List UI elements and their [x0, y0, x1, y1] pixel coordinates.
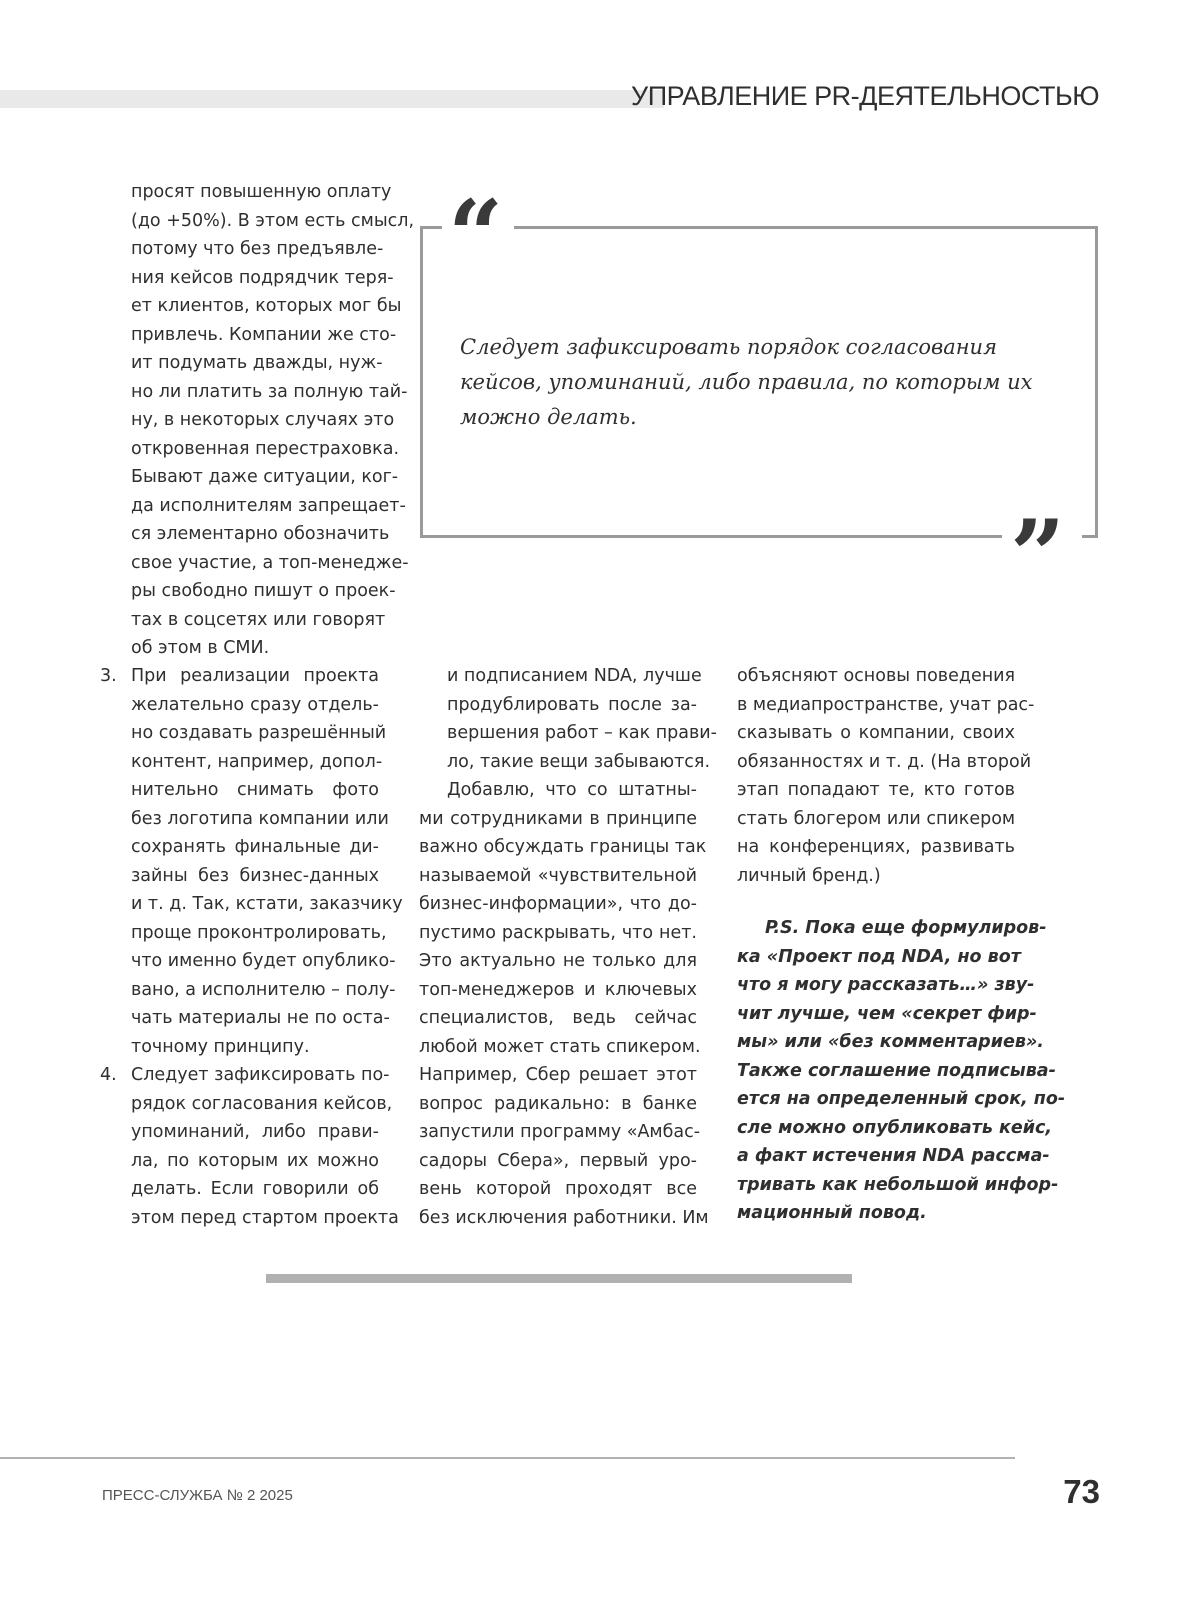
text-line: пустимо раскрывать, что нет. — [419, 922, 697, 943]
text-line: этом перед стартом проекта — [131, 1207, 399, 1228]
text-line: Бывают даже ситуации, ког- — [131, 467, 399, 487]
header-bar — [0, 90, 664, 108]
text-line: топ-менеджеров и ключевых — [419, 979, 697, 1000]
text-line: ла, по которым их можно — [131, 1150, 379, 1171]
text-line: мы» или «без комментариев». — [737, 1032, 1044, 1052]
text-line: запустили программу «Амбас- — [419, 1122, 701, 1142]
list-number: 4. — [100, 1065, 117, 1085]
page-number: 73 — [1063, 1473, 1100, 1510]
text-line: но ли платить за полную тай- — [131, 381, 408, 402]
text-line: ется на определенный срок, по- — [737, 1089, 1066, 1109]
text-line: ния кейсов подрядчик теря- — [131, 267, 394, 288]
text-line: Также соглашение подписыва- — [737, 1060, 1056, 1081]
text-line: откровенная перестраховка. — [131, 438, 400, 459]
text-line: упоминаний, либо прави- — [131, 1122, 379, 1142]
text-line: обязанностях и т. д. (На второй — [737, 751, 1032, 772]
text-line: свое участие, а топ-менедже- — [131, 552, 409, 573]
postscript — [737, 914, 1066, 1228]
text-line: ся элементарно обозначить — [131, 524, 390, 544]
text-line: без исключения работники. Им — [419, 1207, 709, 1228]
text-line: этап попадают те, кто готов — [737, 780, 1015, 800]
column-1-intro — [131, 178, 415, 663]
text-line: Добавлю, что со штатны- — [447, 780, 697, 800]
text-line: рядок согласования кейсов, — [131, 1093, 393, 1114]
text-line: вершения работ – как прави- — [447, 723, 717, 743]
text-line: называемой «чувствительной — [419, 865, 697, 886]
column-2 — [419, 662, 717, 1232]
text-line: ка «Проект под NDA, но вот — [737, 946, 1021, 967]
text-line: сохранять финальные ди- — [131, 837, 379, 857]
text-line: специалистов, ведь сейчас — [419, 1008, 697, 1028]
text-line: делать. Если говорили об — [131, 1179, 379, 1199]
quote-open-mark-area — [442, 179, 514, 292]
text-line: P.S. Пока еще формулиров- — [765, 918, 1047, 938]
text-line: что я могу рассказать…» зву- — [737, 975, 1035, 995]
quote-close-mark-area — [1002, 499, 1082, 612]
text-line: потому что без предъявле- — [131, 239, 384, 259]
text-line: мационный повод. — [737, 1203, 927, 1223]
list-item-3 — [131, 662, 403, 1061]
text-line: и т. д. Так, кстати, заказчику — [131, 894, 403, 914]
text-line: что именно будет опублико- — [131, 951, 396, 971]
publication-name: ПРЕСС-СЛУЖБА № 2 2025 — [102, 1487, 293, 1504]
text-line: ми сотрудниками в принципе — [419, 808, 697, 829]
text-line: но создавать разрешённый — [131, 723, 387, 743]
text-line: чит лучше, чем «секрет фир- — [737, 1003, 1037, 1024]
text-line: ры свободно пишут о проек- — [131, 581, 396, 601]
article-end-bar — [266, 1274, 852, 1283]
text-line: точному принципу. — [131, 1036, 310, 1057]
text-line: объясняют основы поведения — [737, 666, 1016, 686]
text-line: просят повышенную оплату — [131, 182, 392, 202]
text-line: желательно сразу отдель- — [131, 694, 379, 715]
close-quote-icon: ” — [1010, 499, 1066, 612]
open-quote-icon: “ — [448, 179, 504, 292]
text-line: При реализации проекта — [131, 666, 379, 686]
footer-divider — [0, 1457, 1015, 1459]
text-line: личный бренд.) — [737, 865, 881, 886]
text-line: привлечь. Компании же сто- — [131, 324, 397, 345]
text-line: ит подумать дважды, нуж- — [131, 353, 383, 373]
text-line: ну, в некоторых случаях это — [131, 410, 395, 430]
text-line: в медиапространстве, учат рас- — [737, 694, 1035, 715]
text-line: любой может стать спикером. — [419, 1036, 701, 1057]
text-line: Это актуально не только для — [419, 951, 697, 971]
text-line: и подписанием NDA, лучше — [447, 666, 702, 686]
text-line: вень которой проходят все — [419, 1179, 697, 1199]
section-title: УПРАВЛЕНИЕ PR-ДЕЯТЕЛЬНОСТЬЮ — [631, 81, 1099, 111]
text-line: ло, такие вещи забываются. — [447, 751, 711, 772]
text-line: продублировать после за- — [447, 694, 697, 715]
list-item-4 — [131, 1061, 399, 1232]
text-line: зайны без бизнес-данных — [131, 865, 379, 886]
text-line: Например, Сбер решает этот — [419, 1065, 697, 1085]
pull-quote-text: Следует зафиксировать порядок согласования кейсов, упоминаний, либо правила, по которым их можно делать. — [460, 335, 1033, 429]
text-line: на конференциях, развивать — [737, 837, 1015, 857]
text-line: а факт истечения NDA рассма- — [737, 1146, 1050, 1166]
text-line: об этом в СМИ. — [131, 638, 270, 658]
text-line: сказывать о компании, своих — [737, 723, 1015, 743]
text-line: тривать как небольшой инфор- — [737, 1174, 1059, 1195]
list-number: 3. — [100, 666, 117, 686]
text-line: важно обсуждать границы так — [419, 837, 707, 857]
text-line: стать блогером или спикером — [737, 808, 1016, 829]
text-line: вано, а исполнителю – полу- — [131, 979, 396, 1000]
text-line: вопрос радикально: в банке — [419, 1093, 697, 1114]
text-line: нительно снимать фото — [131, 780, 379, 800]
text-line: ет клиентов, которых мог бы — [131, 296, 402, 316]
text-line: контент, например, допол- — [131, 751, 383, 772]
text-line: проще проконтролировать, — [131, 922, 387, 943]
text-line: Следует зафиксировать по- — [131, 1065, 390, 1085]
text-line: да исполнителям запрещает- — [131, 495, 406, 516]
text-line: (до +50%). В этом есть смысл, — [131, 210, 415, 231]
text-line: бизнес-информации», что до- — [419, 894, 697, 914]
column-3 — [737, 662, 1035, 890]
text-line: чать материалы не по оста- — [131, 1008, 390, 1028]
text-line: без логотипа компании или — [131, 808, 389, 829]
text-line: сле можно опубликовать кейс, — [737, 1117, 1053, 1138]
text-line: садоры Сбера», первый уро- — [419, 1150, 697, 1171]
text-line: тах в соцсетях или говорят — [131, 609, 386, 630]
